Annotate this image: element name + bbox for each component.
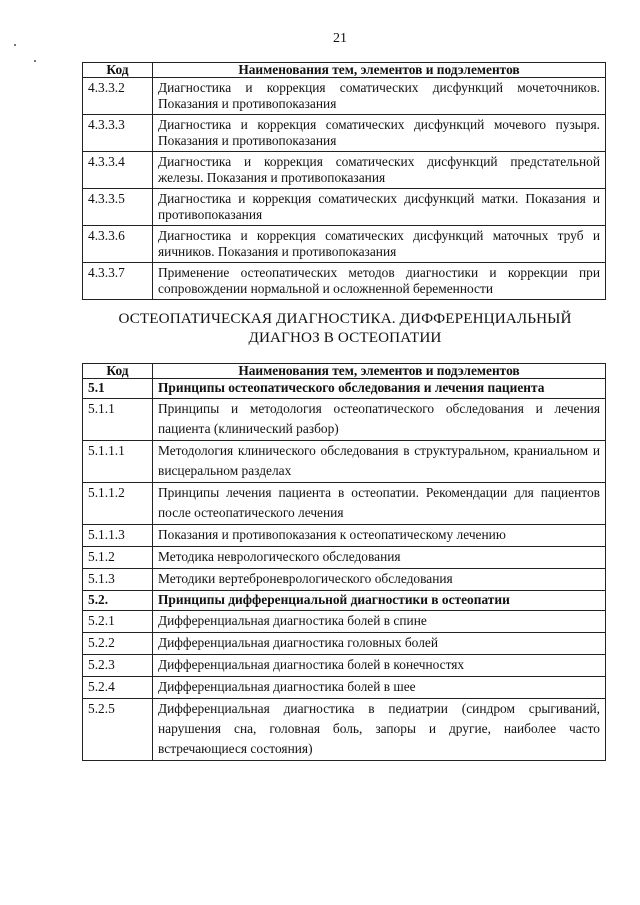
- table-row: [83, 655, 606, 677]
- row-code: 4.3.3.6: [83, 226, 153, 263]
- table-row: [83, 399, 606, 441]
- section-row: [83, 379, 606, 399]
- row-code: 5.1.1.2: [83, 483, 153, 525]
- section-row: [83, 591, 606, 611]
- table-row: [83, 611, 606, 633]
- table-row: [83, 115, 606, 152]
- row-text: Методики вертеброневрологического обследования: [153, 569, 606, 591]
- row-code: 5.1.3: [83, 569, 153, 591]
- row-text: Диагностика и коррекция соматических дисфункций мочевого пузыря. Показания и противопоказания: [153, 115, 606, 152]
- row-code: 5.1.1: [83, 399, 153, 441]
- row-text: Диагностика и коррекция соматических дисфункций мочеточников. Показания и противопоказания: [153, 78, 606, 115]
- topics-table-continued: [82, 62, 606, 300]
- row-code: 5.1.1.1: [83, 441, 153, 483]
- row-text: Диагностика и коррекция соматических дисфункций матки. Показания и противопоказания: [153, 189, 606, 226]
- row-code: 5.1.1.3: [83, 525, 153, 547]
- row-code: 4.3.3.5: [83, 189, 153, 226]
- row-code: 4.3.3.4: [83, 152, 153, 189]
- scan-speck: [34, 60, 36, 62]
- row-text: Диагностика и коррекция соматических дисфункций маточных труб и яичников. Показания и противопоказания: [153, 226, 606, 263]
- table-header: [83, 63, 606, 78]
- row-code: 4.3.3.2: [83, 78, 153, 115]
- table-row: [83, 633, 606, 655]
- row-text: Дифференциальная диагностика в педиатрии (синдром срыгиваний, нарушения сна, головная боль, запоры и другие, наиболее часто встречающиеся состояния): [153, 699, 606, 761]
- header-code: Код: [83, 364, 153, 379]
- row-code: 4.3.3.7: [83, 263, 153, 300]
- scan-speck: [14, 44, 16, 46]
- row-code: 5.2.5: [83, 699, 153, 761]
- header-name: Наименования тем, элементов и подэлементов: [153, 63, 606, 78]
- row-code: 5.2.1: [83, 611, 153, 633]
- table-row: [83, 525, 606, 547]
- row-text: Методика неврологического обследования: [153, 547, 606, 569]
- page-number: 21: [333, 31, 347, 46]
- row-text: Дифференциальная диагностика головных болей: [153, 633, 606, 655]
- row-text: Принципы и методология остеопатического обследования и лечения пациента (клинический разбор): [153, 399, 606, 441]
- header-name: Наименования тем, элементов и подэлементов: [153, 364, 606, 379]
- row-code: 5.1.2: [83, 547, 153, 569]
- row-text: Методология клинического обследования в структуральном, краниальном и висцеральном разделах: [153, 441, 606, 483]
- table-row: [83, 483, 606, 525]
- table-row: [83, 263, 606, 300]
- section-heading-line1: ОСТЕОПАТИЧЕСКАЯ ДИАГНОСТИКА. ДИФФЕРЕНЦИАЛЬНЫЙ: [118, 310, 572, 327]
- row-text: Принципы лечения пациента в остеопатии. Рекомендации для пациентов после остеопатического лечения: [153, 483, 606, 525]
- row-text: Дифференциальная диагностика болей в шее: [153, 677, 606, 699]
- table-row: [83, 189, 606, 226]
- row-text: Дифференциальная диагностика болей в конечностях: [153, 655, 606, 677]
- row-code: 5.2.: [83, 591, 153, 611]
- row-code: 5.2.3: [83, 655, 153, 677]
- row-code: 4.3.3.3: [83, 115, 153, 152]
- table-row: [83, 547, 606, 569]
- table-row: [83, 78, 606, 115]
- table-row: [83, 441, 606, 483]
- row-code: 5.2.2: [83, 633, 153, 655]
- table-header: [83, 364, 606, 379]
- section-heading: [100, 309, 590, 347]
- table-row: [83, 152, 606, 189]
- row-text: Применение остеопатических методов диагностики и коррекции при сопровождении нормальной и осложненной беременности: [153, 263, 606, 300]
- table-row: [83, 226, 606, 263]
- topics-table-osteopathic-diagnostics: [82, 363, 606, 761]
- row-text: Показания и противопоказания к остеопатическому лечению: [153, 525, 606, 547]
- row-text: Дифференциальная диагностика болей в спине: [153, 611, 606, 633]
- row-text: Диагностика и коррекция соматических дисфункций предстательной железы. Показания и противопоказания: [153, 152, 606, 189]
- table-row: [83, 677, 606, 699]
- table-row: [83, 699, 606, 761]
- row-text: Принципы остеопатического обследования и лечения пациента: [153, 379, 606, 399]
- section-heading-line2: ДИАГНОЗ В ОСТЕОПАТИИ: [248, 329, 442, 346]
- row-text: Принципы дифференциальной диагностики в остеопатии: [153, 591, 606, 611]
- header-code: Код: [83, 63, 153, 78]
- table-row: [83, 569, 606, 591]
- row-code: 5.2.4: [83, 677, 153, 699]
- row-code: 5.1: [83, 379, 153, 399]
